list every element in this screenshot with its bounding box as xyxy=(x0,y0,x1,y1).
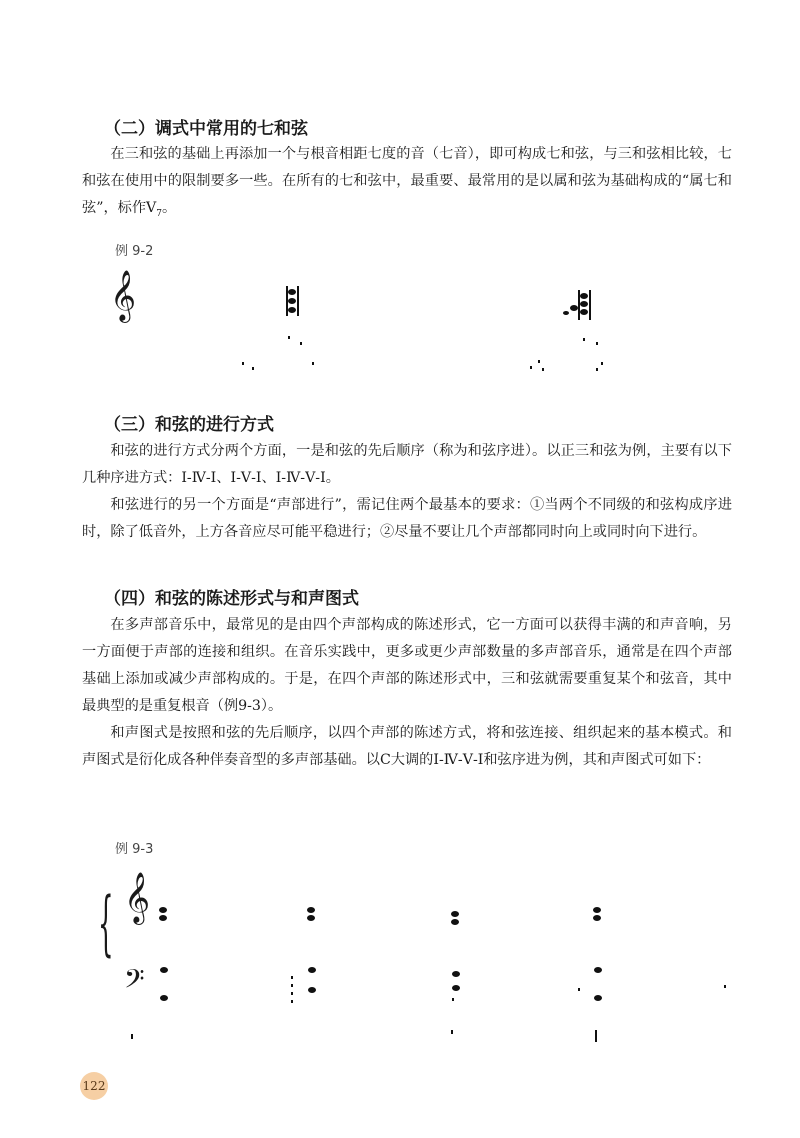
section-heading-presentation: （四）和弦的陈述形式与和声图式 xyxy=(104,589,359,609)
paragraph-presentation-2: 和声图式是按照和弦的先后顺序，以四个声部的陈述方式，将和弦连接、组织起来的基本模式。和声图式是衍化成各种伴奏音型的多声部基础。以C大调的Ⅰ-Ⅳ-Ⅴ-Ⅰ和弦序进为例，其和声图式可如下： xyxy=(82,725,732,768)
paragraph-progression-1: 和弦的进行方式分两个方面，一是和弦的先后顺序（称为和弦序进）。以正三和弦为例，主要有以下几种序进方式：Ⅰ-Ⅳ-Ⅰ、Ⅰ-Ⅴ-Ⅰ、Ⅰ-Ⅳ-Ⅴ-Ⅰ。 xyxy=(82,443,732,486)
paragraph-presentation-1: 在多声部音乐中，最常见的是由四个声部构成的陈述形式，它一方面可以获得丰满的和声音响，另一方面便于声部的连接和组织。在音乐实践中，更多或更少声部数量的多声部音乐，通常是在四个声部基础上添加或减少声部构成的。于是，在四个声部的陈述形式中，三和弦就需要重复某个和弦音，其中最典型的是重复根音（例9-3）。 xyxy=(82,617,732,714)
section-heading-seventh-chords: （二）调式中常用的七和弦 xyxy=(104,119,308,139)
example-label-9-2: 例 9-2 xyxy=(115,244,154,259)
subscript-seven: 7 xyxy=(156,208,162,219)
paragraph-period: 。 xyxy=(161,200,177,216)
bottom-marks xyxy=(131,1030,597,1042)
grand-staff-brace-icon: { xyxy=(98,882,114,964)
treble-clef-icon: 𝄞 xyxy=(110,270,137,321)
treble-clef-icon: 𝄞 xyxy=(124,872,151,923)
treble-chords xyxy=(159,907,601,925)
example-label-9-3: 例 9-3 xyxy=(115,842,154,857)
page-number: 122 xyxy=(80,1072,108,1100)
bass-chords xyxy=(160,967,726,1003)
section-heading-progression: （三）和弦的进行方式 xyxy=(104,415,274,435)
paragraph-progression-2: 和弦进行的另一个方面是“声部进行”，需记住两个最基本的要求：①当两个不同级的和弦构成序进时，除了低音外，上方各音应尽可能平稳进行；②尽量不要让几个声部都同时向上或同时向下进行。 xyxy=(82,497,732,540)
paragraph-text: 在三和弦的基础上再添加一个与根音相距七度的音（七音），即可构成七和弦，与三和弦相比较，七和弦在使用中的限制要多一些。在所有的七和弦中，最重要、最常用的是以属和弦为基础构成的“属七和弦”，标作V xyxy=(82,146,732,216)
bass-clef-icon: 𝄢 xyxy=(124,963,145,1001)
